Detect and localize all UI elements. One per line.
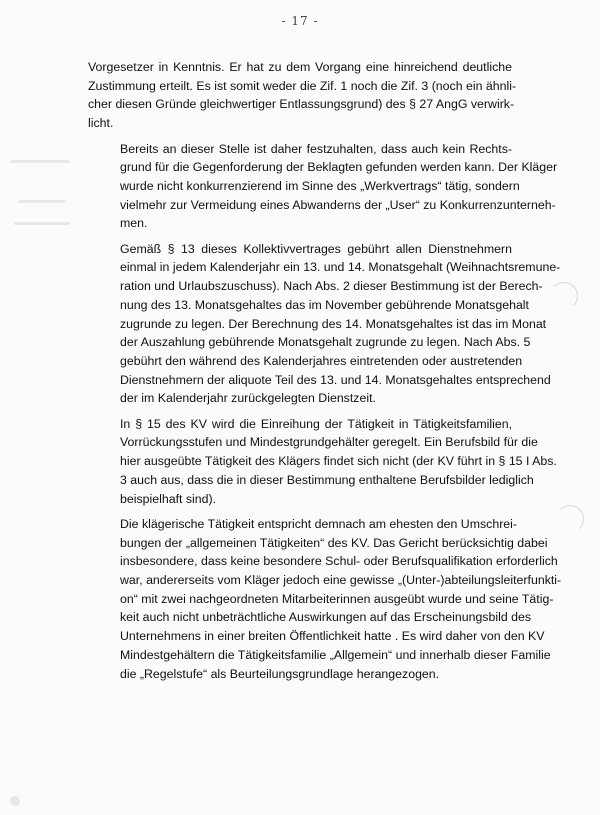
scan-artifact-circle-1 [550,282,578,310]
text-line: Vorgesetzer in Kenntnis. Er hat zu dem Vorgang eine hinreichend deutliche [88,60,512,74]
text-line: insbesondere, dass keine besondere Schul- oder Berufsqualifikation erforderlich [120,554,558,569]
text-line: Dienstnehmern der aliquote Teil des 13. und 14. Monatsgehaltes entsprechend [120,372,551,387]
scan-artifact-smudge-1 [10,160,70,163]
text-line: In § 15 des KV wird die Einreihung der Tätigkeit in Tätigkeitsfamilien, [120,416,512,431]
text-line: licht. [88,116,114,131]
text-line: nung des 13. Monatsgehaltes das im November gebührende Monatsgehalt [120,297,529,312]
text-line: ration und Urlaubszuschuss). Nach Abs. 2 dieser Bestimmung ist der Berech- [120,279,543,294]
text-line: einmal in jedem Kalenderjahr ein 13. und 14. Monatsgehalt (Weihnachtsremune- [120,260,561,275]
paragraph [88,240,561,408]
text-line: cher diesen Gründe gleichwertiger Entlassungsgrund) des § 27 AngG verwirk- [88,97,515,112]
scan-artifact-smudge-2 [18,200,66,203]
text-line: 3 auch aus, dass die in dieser Bestimmung enthaltene Berufsbilder lediglich [120,472,534,487]
paragraph [88,58,517,133]
document-body [88,58,562,690]
text-line: wurde nicht konkurrenzierend im Sinne des „Werkvertrags“ tätig, sondern [120,178,520,193]
text-line: zugrunde zu legen. Der Berechnung des 14. Monatsgehaltes ist das im Monat [120,316,547,331]
text-line: Bereits an dieser Stelle ist daher festzuhalten, dass auch kein Rechts- [120,141,512,156]
scan-artifact-circle-2 [556,505,584,533]
text-line: Mindestgehältern die Tätigkeitsfamilie „Allgemein“ und innerhalb dieser Familie [120,647,551,662]
text-line: Vorrückungsstufen und Mindestgrundgehälter geregelt. Ein Berufsbild für die [120,435,538,450]
text-line: beispielhaft sind). [120,491,217,506]
text-line: keit auch nicht unbeträchtliche Auswirkungen auf das Erscheinungsbild des [120,610,532,625]
text-line: hier ausgeübte Tätigkeit des Klägers findet sich nicht (der KV führt in § 15 I Abs. [120,454,557,469]
text-line: Gemäß § 13 dieses Kollektivvertrages gebührt allen Dienstnehmern [120,241,512,256]
text-line: gebührt den während des Kalenderjahres eintretenden oder austretenden [120,353,523,368]
page-number: - 17 - [281,14,319,28]
text-line: on“ mit zwei nachgeordneten Mitarbeiterinnen ausgeübt wurde und seine Tätig- [120,591,554,606]
text-line: bungen der „allgemeinen Tätigkeiten“ des KV. Das Gericht berücksichtig dabei [120,535,548,550]
scan-artifact-smudge-3 [14,222,70,225]
text-line: grund für die Gegenforderung der Beklagten gefunden werden kann. Der Kläger [120,160,558,175]
paragraph [88,515,562,683]
paragraph [88,140,558,234]
text-line: vielmehr zur Vermeidung eines Abwanderns der „User“ zu Konkurrenzunterneh- [120,197,556,212]
scan-artifact-smudge-4 [10,796,20,806]
text-line: Die klägerische Tätigkeit entspricht demnach am ehesten den Umschrei- [120,516,518,531]
text-line: die „Regelstufe“ als Beurteilungsgrundlage herangezogen. [120,666,440,681]
paragraph [88,415,557,509]
text-line: men. [120,216,148,231]
text-line: war, andererseits vom Kläger jedoch eine gewisse „(Unter-)abteilungsleiterfunkti- [120,573,562,588]
text-line: Unternehmens in einer breiten Öffentlichkeit hatte . Es wird daher von den KV [120,629,545,644]
text-line: der im Kalenderjahr zurückgelegten Dienstzeit. [120,391,376,406]
text-line: Zustimmung erteilt. Es ist somit weder die Zif. 1 noch die Zif. 3 (noch ein ähnli- [88,78,517,93]
text-line: der Auszahlung gebührende Monatsgehalt zugrunde zu legen. Nach Abs. 5 [120,335,531,350]
